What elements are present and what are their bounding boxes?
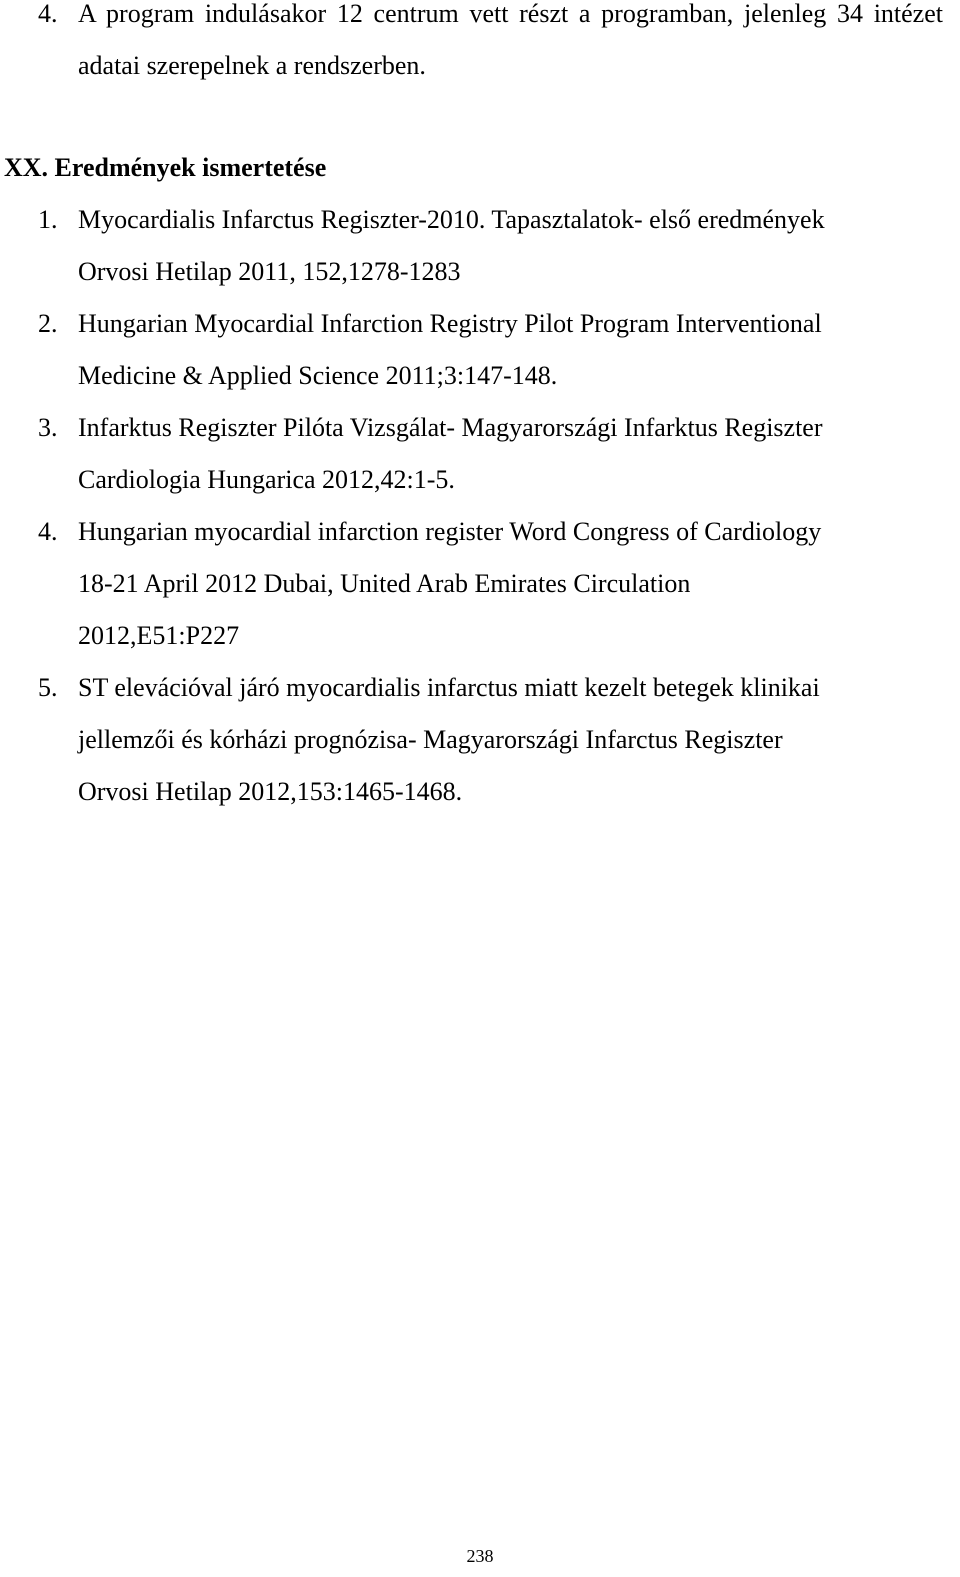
list-item-text: A program indulásakor 12 centrum vett részt a programban, jelenleg 34 intézet adatai szerepelnek a rendszerben.: [78, 0, 943, 80]
citation-title: Myocardialis Infarctus Regiszter-2010. Tapasztalatok- első eredmények: [78, 205, 825, 234]
citation-details: 18-21 April 2012 Dubai, United Arab Emirates Circulation: [78, 569, 691, 598]
citation-title: ST elevációval járó myocardialis infarctus miatt kezelt betegek klinikai: [78, 673, 820, 702]
citation-title: Hungarian myocardial infarction register Word Congress of Cardiology: [78, 517, 822, 546]
list-item-number: 2.: [38, 309, 58, 338]
citation-title: Infarktus Regiszter Pilóta Vizsgálat- Magyarországi Infarktus Regiszter: [78, 413, 823, 442]
result-item-1: [38, 194, 943, 298]
citation-source: Cardiologia Hungarica 2012,42:1-5.: [78, 465, 455, 494]
intro-list-item: [38, 0, 943, 92]
list-item-number: 3.: [38, 413, 58, 442]
section-heading: XX. Eredmények ismertetése: [4, 153, 327, 182]
result-item-2: [38, 298, 943, 402]
list-item-number: 1.: [38, 205, 58, 234]
page-number: 238: [466, 1546, 494, 1566]
citation-title-continued: jellemzői és kórházi prognózisa- Magyarországi Infarctus Regiszter: [78, 725, 783, 754]
citation-source: 2012,E51:P227: [78, 621, 240, 650]
result-item-4: [38, 506, 943, 662]
list-item-number: 4.: [38, 0, 58, 28]
citation-source: Medicine & Applied Science 2011;3:147-148.: [78, 361, 558, 390]
citation-source: Orvosi Hetilap 2012,153:1465-1468.: [78, 777, 463, 806]
result-item-3: [38, 402, 943, 506]
result-item-5: [38, 662, 943, 818]
citation-title: Hungarian Myocardial Infarction Registry Pilot Program Interventional: [78, 309, 822, 338]
list-item-number: 5.: [38, 673, 58, 702]
list-item-number: 4.: [38, 517, 58, 546]
citation-source: Orvosi Hetilap 2011, 152,1278-1283: [78, 257, 461, 286]
